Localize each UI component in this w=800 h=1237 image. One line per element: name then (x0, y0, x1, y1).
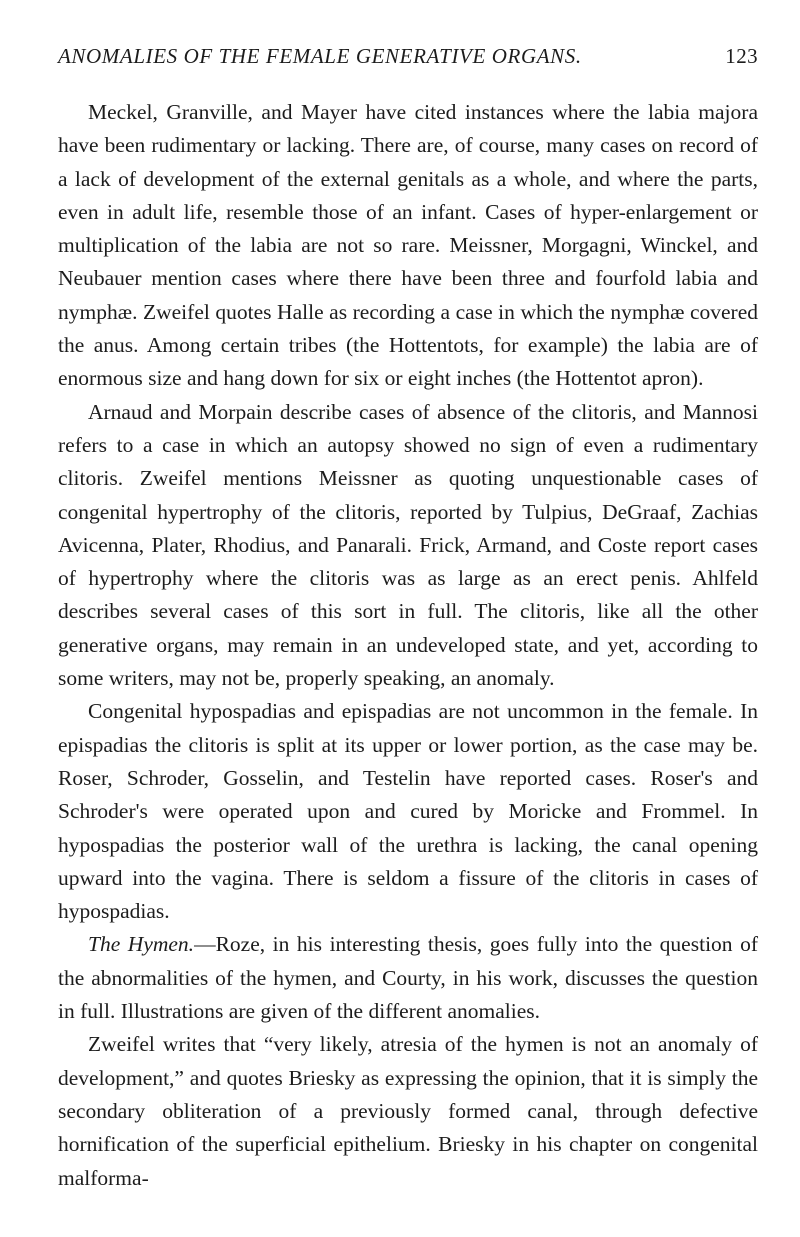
running-title: ANOMALIES OF THE FEMALE GENERATIVE ORGANS. (58, 44, 582, 68)
paragraph-text: Meckel, Granville, and Mayer have cited instances where the labia majora have been rudimentary or lacking. There are, of course, many cases on record of a lack of development of the external genitals as a whole, and where the parts, even in adult life, resemble those of an infant. Cases of hyper-enlargement or multiplication of the labia are not so rare. Meissner, Morgagni, Winckel, and Neubauer mention cases where there have been three and fourfold labia and nymphæ. Zweifel quotes Halle as recording a case in which the nymphæ covered the anus. Among certain tribes (the Hottentots, for example) the labia are of enormous size and hang down for six or eight inches (the Hottentot apron). (58, 100, 758, 391)
paragraph-labia (58, 96, 758, 396)
page-number: 123 (725, 44, 758, 68)
book-page (58, 30, 758, 1195)
paragraph-text: —Roze, in his interesting thesis, goes fully into the question of the abnormalities of the hymen, and Courty, in his work, discusses the question in full. Illustrations are given of the different anomalies. (58, 932, 758, 1024)
running-header (58, 30, 758, 66)
paragraph-hymen (58, 928, 758, 1028)
body-text (58, 96, 758, 1195)
paragraph-clitoris (58, 396, 758, 696)
paragraph-text: Zweifel writes that “very likely, atresia of the hymen is not an anomaly of development,” and quotes Briesky as expressing the opinion, that it is simply the secondary obliteration of a previously formed canal, through defective hornification of the superficial epithelium. Briesky in his chapter on congenital malforma- (58, 1032, 758, 1190)
paragraph-atresia (58, 1028, 758, 1194)
paragraph-text: Congenital hypospadias and epispadias are not uncommon in the female. In epispadias the clitoris is split at its upper or lower portion, as the case may be. Roser, Schroder, Gosselin, and Testelin have reported cases. Roser's and Schroder's were operated upon and cured by Moricke and Frommel. In hypospadias the posterior wall of the urethra is lacking, the canal opening upward into the vagina. There is seldom a fissure of the clitoris in cases of hypospadias. (58, 699, 758, 924)
paragraph-hypospadias (58, 695, 758, 928)
paragraph-text: Arnaud and Morpain describe cases of absence of the clitoris, and Mannosi refers to a case in which an autopsy showed no sign of even a rudimentary clitoris. Zweifel mentions Meissner as quoting unquestionable cases of congenital hypertrophy of the clitoris, reported by Tulpius, DeGraaf, Zachias Avicenna, Plater, Rhodius, and Panarali. Frick, Armand, and Coste report cases of hypertrophy where the clitoris was as large as an erect penis. Ahlfeld describes several cases of this sort in full. The clitoris, like all the other generative organs, may remain in an undeveloped state, and yet, according to some writers, may not be, properly speaking, an anomaly. (58, 399, 758, 691)
section-heading-hymen: The Hymen. (88, 932, 195, 957)
